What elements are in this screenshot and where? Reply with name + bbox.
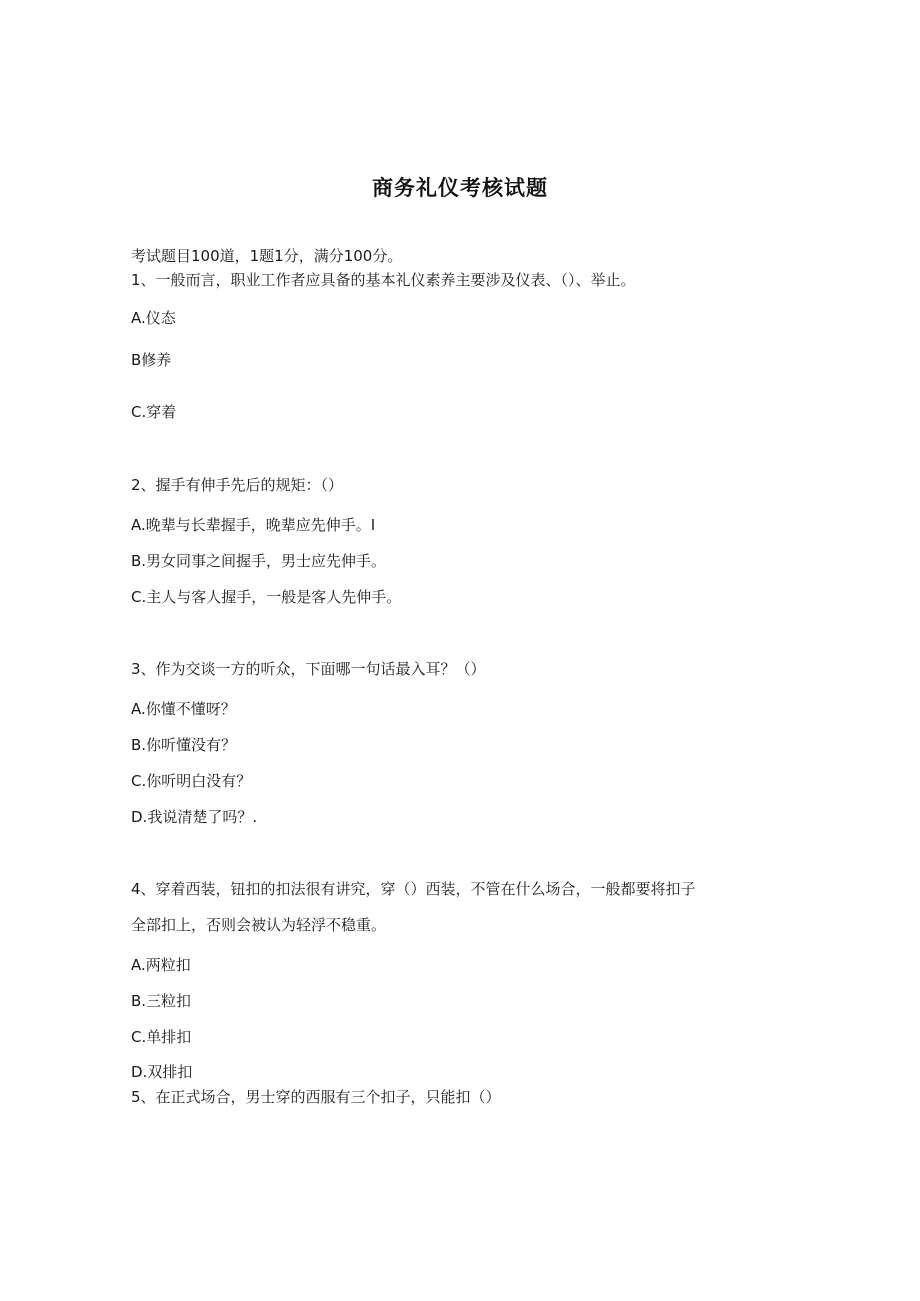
question-3-option-a: A.你懂不懂呀？: [131, 700, 236, 718]
question-4-option-c: C.单排扣: [131, 1028, 192, 1046]
question-1-option-b: B修养: [131, 351, 172, 369]
question-3-option-b: B.你听懂没有？: [131, 736, 237, 754]
question-1-option-c: C.穿着: [131, 403, 177, 421]
question-4-option-d: D.双排扣: [131, 1063, 193, 1081]
question-1-option-a: A.仪态: [131, 309, 176, 327]
question-4-option-b: B.三粒扣: [131, 992, 192, 1010]
document-title: 商务礼仪考核试题: [372, 176, 548, 200]
question-3-text: 3、作为交谈一方的听众，下面哪一句话最入耳？（）: [131, 660, 486, 678]
question-2-option-c: C.主人与客人握手，一般是客人先伸手。: [131, 588, 402, 606]
question-4-option-a: A.两粒扣: [131, 956, 191, 974]
question-3-option-d: D.我说清楚了吗？.: [131, 808, 258, 826]
question-4-text-continued: 全部扣上，否则会被认为轻浮不稳重。: [131, 916, 387, 934]
question-1-text: 1、一般而言，职业工作者应具备的基本礼仪素养主要涉及仪表、（）、举止。: [131, 271, 636, 289]
question-3-option-c: C.你听明白没有？: [131, 772, 252, 790]
question-2-text: 2、握手有伸手先后的规矩：（）: [131, 476, 344, 494]
question-4-text: 4、穿着西装，钮扣的扣法很有讲究，穿（）西装，不管在什么场合，一般都要将扣子: [131, 880, 696, 898]
question-2-option-b: B.男女同事之间握手，男士应先伸手。: [131, 552, 387, 570]
question-2-option-a: A.晚辈与长辈握手，晚辈应先伸手。I: [131, 516, 376, 534]
exam-intro: 考试题目100道，1题1分，满分100分。: [131, 247, 403, 265]
question-5-text: 5、在正式场合，男士穿的西服有三个扣子，只能扣（）: [131, 1088, 501, 1106]
